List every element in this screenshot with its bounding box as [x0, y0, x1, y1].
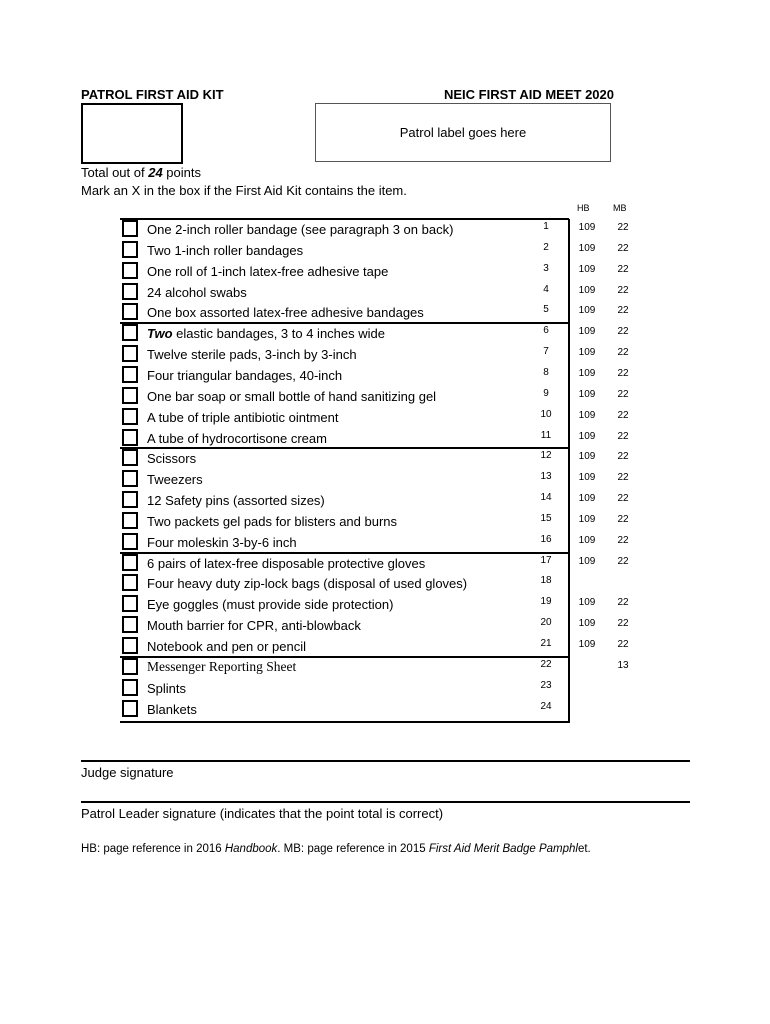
mb-page-ref: 22 [617, 284, 629, 296]
item-number: 3 [543, 262, 549, 274]
item-label [147, 514, 397, 529]
score-box[interactable] [81, 103, 183, 164]
item-label [147, 576, 467, 591]
kit-item-row [120, 240, 629, 261]
item-label [147, 389, 436, 404]
kit-item-row [120, 553, 629, 574]
item-checkbox[interactable] [122, 595, 138, 612]
item-checkbox[interactable] [122, 220, 138, 237]
item-checkbox[interactable] [122, 387, 138, 404]
hb-page-ref: 109 [578, 347, 596, 359]
item-checkbox[interactable] [122, 554, 138, 571]
item-number: 10 [540, 408, 552, 420]
patrol-label-text: Patrol label goes here [399, 125, 527, 140]
item-label-text: elastic bandages, 3 to 4 inches wide [172, 326, 385, 342]
hb-page-ref: 109 [578, 409, 596, 421]
item-label [147, 368, 342, 383]
item-label-text: Blankets [147, 701, 197, 717]
mb-page-ref: 22 [617, 555, 629, 567]
item-number: 8 [543, 366, 549, 378]
item-label-text: Four triangular bandages, 40-inch [147, 367, 343, 383]
item-number: 17 [540, 554, 552, 566]
meet-title: NEIC FIRST AID MEET 2020 [444, 87, 614, 102]
item-label [147, 326, 385, 341]
item-number: 12 [540, 450, 552, 462]
hb-page-ref: 109 [578, 430, 596, 442]
item-label [147, 556, 425, 571]
item-checkbox[interactable] [122, 366, 138, 383]
kit-item-row [120, 532, 629, 553]
hb-page-ref: 109 [578, 326, 596, 338]
item-label-emphasis: Two [147, 326, 173, 342]
kit-item-row [120, 490, 629, 511]
item-checkbox[interactable] [122, 283, 138, 300]
item-checkbox[interactable] [122, 679, 138, 696]
kit-item-table [120, 219, 629, 723]
item-label-text: 12 Safety pins (assorted sizes) [147, 493, 325, 509]
mb-page-ref: 22 [617, 430, 629, 442]
item-number: 5 [543, 304, 549, 316]
hb-page-ref: 109 [578, 284, 596, 296]
mb-page-ref: 13 [617, 659, 629, 671]
item-label [147, 285, 247, 300]
kit-item-row [120, 386, 629, 407]
mb-page-ref: 22 [617, 513, 629, 525]
item-checkbox[interactable] [122, 616, 138, 633]
footnote-part-2: . MB: page reference in 2015 [277, 843, 429, 855]
mb-page-ref: 22 [617, 347, 629, 359]
kit-item-row [120, 407, 629, 428]
item-label [147, 451, 196, 466]
mb-column-header: MB [613, 203, 627, 213]
hb-page-ref: 109 [578, 493, 596, 505]
kit-item-row [120, 282, 629, 303]
leader-signature-label: Patrol Leader signature (indicates that the point total is correct) [81, 806, 444, 821]
item-number: 13 [540, 471, 552, 483]
item-label [147, 222, 453, 237]
mb-page-ref: 22 [617, 388, 629, 400]
mb-page-ref: 22 [617, 305, 629, 317]
item-checkbox[interactable] [122, 512, 138, 529]
item-checkbox[interactable] [122, 303, 138, 320]
item-label-text: Four heavy duty zip-lock bags (disposal of used gloves) [147, 576, 468, 592]
judge-signature-label: Judge signature [81, 765, 174, 780]
item-label [147, 431, 327, 446]
hb-page-ref: 109 [578, 472, 596, 484]
item-number: 11 [540, 429, 552, 441]
kit-item-row [120, 344, 629, 365]
mb-page-ref: 22 [617, 639, 629, 650]
item-label-text: Eye goggles (must provide side protection) [147, 597, 394, 613]
item-checkbox[interactable] [122, 700, 138, 717]
mb-page-ref: 22 [617, 263, 629, 275]
item-label [147, 347, 357, 362]
kit-item-row [120, 302, 629, 323]
item-number: 1 [543, 221, 549, 232]
item-label-text: Messenger Reporting Sheet [147, 658, 297, 674]
footnote-part-3: et. [577, 843, 591, 855]
hb-page-ref: 109 [578, 305, 596, 317]
kit-item-row [120, 323, 629, 344]
item-checkbox[interactable] [122, 574, 138, 591]
item-label [147, 639, 306, 654]
hb-page-ref: 109 [578, 367, 596, 379]
hb-page-ref: 109 [578, 388, 596, 400]
item-number: 9 [543, 387, 549, 399]
item-number: 19 [540, 596, 552, 608]
item-number: 16 [540, 533, 552, 545]
item-checkbox[interactable] [122, 429, 138, 446]
mb-page-ref: 22 [617, 326, 629, 338]
item-label-text: 24 alcohol swabs [147, 284, 247, 300]
item-checkbox[interactable] [122, 262, 138, 279]
item-label-text: Scissors [147, 451, 197, 467]
kit-item-row [120, 573, 569, 594]
judge-signature-rule [81, 760, 690, 762]
kit-item-row [120, 511, 629, 532]
mb-page-ref: 22 [617, 534, 629, 546]
item-label [147, 597, 393, 612]
item-number: 18 [540, 575, 552, 587]
kit-item-row [120, 261, 629, 282]
item-checkbox[interactable] [122, 470, 138, 487]
item-number: 23 [540, 679, 552, 691]
item-number: 21 [540, 638, 552, 649]
item-label [147, 493, 325, 508]
hb-page-ref: 109 [578, 513, 596, 525]
item-number: 22 [540, 658, 552, 670]
kit-item-row [120, 594, 629, 615]
mb-page-ref: 22 [617, 493, 629, 505]
item-label-text: Mouth barrier for CPR, anti-blowback [147, 618, 361, 634]
kit-item-row [120, 636, 629, 657]
item-label [147, 659, 296, 675]
hb-page-ref: 109 [578, 597, 596, 609]
mb-page-ref: 22 [617, 472, 629, 484]
form-title: PATROL FIRST AID KIT [81, 87, 224, 102]
item-number: 7 [543, 346, 549, 358]
item-label [147, 472, 203, 487]
leader-signature-rule [81, 801, 690, 803]
hb-page-ref: 109 [578, 263, 596, 275]
item-label-text: Two packets gel pads for blisters and burns [147, 513, 398, 529]
footnote-handbook: Handbook [224, 843, 278, 855]
mb-page-ref: 22 [617, 242, 629, 254]
item-label-text: Tweezers [147, 472, 203, 488]
hb-page-ref: 109 [578, 222, 596, 233]
item-label [147, 305, 424, 320]
kit-item-row [120, 615, 629, 636]
item-label-text: Splints [147, 680, 187, 696]
item-number: 15 [540, 512, 552, 524]
item-number: 24 [540, 700, 552, 712]
item-checkbox[interactable] [122, 491, 138, 508]
item-checkbox[interactable] [122, 637, 138, 654]
item-checkbox[interactable] [122, 241, 138, 258]
item-number: 2 [543, 241, 549, 253]
item-checkbox[interactable] [122, 345, 138, 362]
footnote-pamphlet: First Aid Merit Badge Pamphl [428, 843, 578, 855]
item-label-text: One box assorted latex-free adhesive bandages [147, 305, 424, 321]
item-checkbox[interactable] [122, 658, 138, 675]
kit-item-row [120, 678, 569, 699]
item-number: 4 [543, 283, 549, 295]
item-label-text: Notebook and pen or pencil [147, 639, 307, 654]
page-reference-footnote [81, 843, 591, 855]
total-prefix: Total out of [81, 165, 149, 180]
mb-page-ref: 22 [617, 618, 629, 630]
item-label-text: One bar soap or small bottle of hand sanitizing gel [147, 388, 437, 404]
item-label [147, 702, 197, 717]
hb-page-ref: 109 [578, 242, 596, 254]
mb-page-ref: 22 [617, 409, 629, 421]
kit-item-row [120, 469, 629, 490]
item-label-text: A tube of hydrocortisone cream [147, 430, 327, 446]
hb-column-header: HB [577, 203, 590, 213]
kit-item-row [120, 219, 629, 240]
item-label [147, 618, 361, 633]
item-checkbox[interactable] [122, 449, 138, 466]
item-checkbox[interactable] [122, 408, 138, 425]
item-number: 14 [540, 492, 552, 504]
item-label-text: Twelve sterile pads, 3-inch by 3-inch [147, 347, 357, 363]
kit-item-row [120, 448, 629, 469]
instruction-line: Mark an X in the box if the First Aid Kit contains the item. [81, 183, 407, 198]
item-label-text: Four moleskin 3-by-6 inch [147, 534, 297, 550]
item-checkbox[interactable] [122, 324, 138, 341]
item-label [147, 535, 297, 550]
item-label-text: One roll of 1-inch latex-free adhesive tape [147, 263, 389, 279]
mb-page-ref: 22 [617, 367, 629, 379]
item-label-text: One 2-inch roller bandage (see paragraph 3 on back) [147, 222, 454, 237]
hb-page-ref: 109 [578, 451, 596, 463]
mb-page-ref: 22 [617, 597, 629, 609]
item-label [147, 410, 339, 425]
hb-page-ref: 109 [578, 639, 596, 650]
total-suffix: points [162, 165, 201, 180]
hb-page-ref: 109 [578, 555, 596, 567]
item-number: 6 [543, 325, 549, 337]
patrol-label-box[interactable] [315, 103, 611, 162]
item-label-text: 6 pairs of latex-free disposable protective gloves [147, 555, 426, 571]
mb-page-ref: 22 [617, 222, 629, 233]
total-value: 24 [148, 165, 163, 180]
hb-page-ref: 109 [578, 534, 596, 546]
kit-item-row [120, 699, 569, 720]
total-points-line [81, 165, 201, 180]
footnote-part-1: HB: page reference in 2016 [81, 843, 225, 855]
item-label [147, 243, 303, 258]
kit-item-row [120, 365, 629, 386]
item-label-text: Two 1-inch roller bandages [147, 242, 304, 258]
item-label-text: A tube of triple antibiotic ointment [147, 409, 339, 425]
item-label [147, 681, 186, 696]
item-number: 20 [540, 617, 552, 629]
kit-item-row [120, 657, 629, 678]
item-checkbox[interactable] [122, 533, 138, 550]
hb-page-ref: 109 [578, 618, 596, 630]
kit-item-row [120, 428, 629, 449]
item-label [147, 264, 388, 279]
mb-page-ref: 22 [617, 451, 629, 463]
